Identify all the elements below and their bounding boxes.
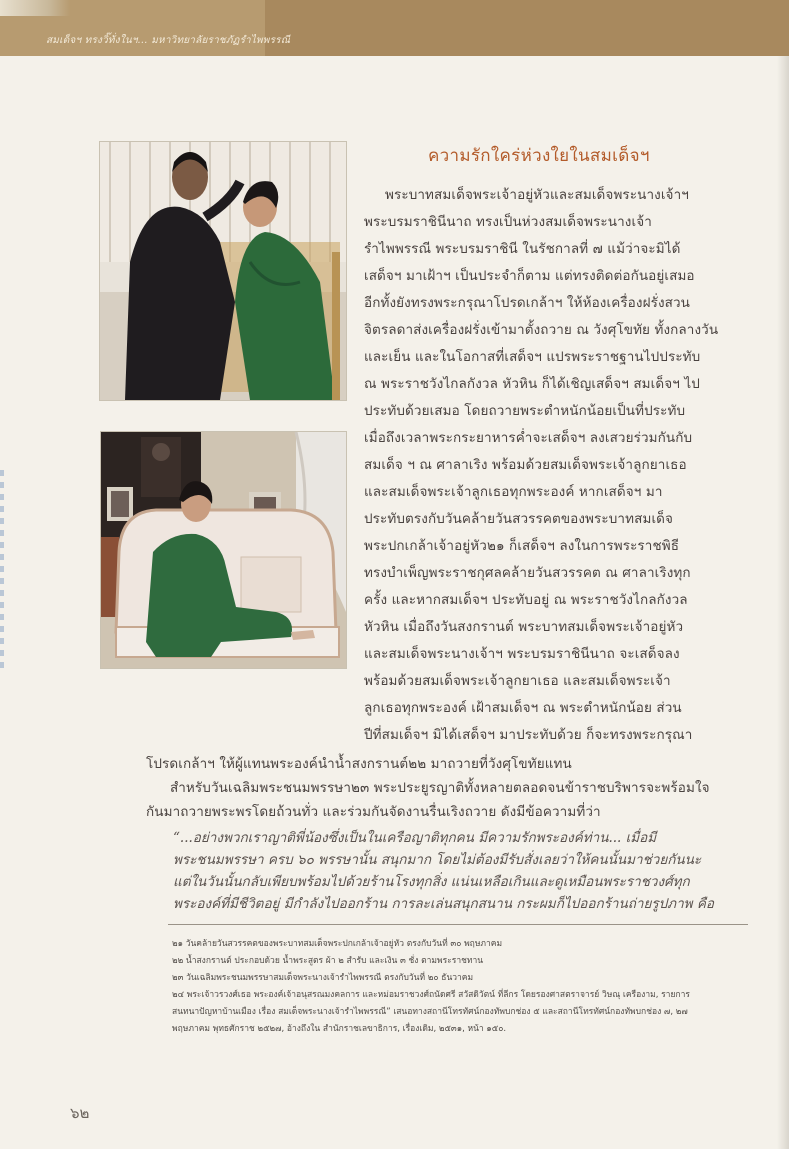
body-line-wide: โปรดเกล้าฯ ให้ผู้แทนพระองค์นำน้ำสงกรานต์๒๒ มาถวายที่วังศุโขทัยแทน [146,756,572,772]
body-line: จิตรลดาส่งเครื่องฝรั่งเข้ามาตั้งถวาย ณ วังศุโขทัย ทั้งกลางวัน [364,322,719,338]
body-line: พร้อมด้วยสมเด็จพระเจ้าลูกยาเธอ และสมเด็จพระเจ้า [364,673,671,689]
body-line: และเย็น และในโอกาสที่เสด็จฯ แปรพระราชฐานไปประทับ [364,349,701,365]
body-line: ปีที่สมเด็จฯ มิได้เสด็จฯ มาประทับด้วย ก็จะทรงพระกรุณา [364,727,693,743]
body-line: ณ พระราชวังไกลกังวล หัวหิน ก็ได้เชิญเสด็จฯ สมเด็จฯ ไป [364,376,700,392]
body-line-wide: สำหรับวันเฉลิมพระชนมพรรษา๒๓ พระประยูรญาติทั้งหลายตลอดจนข้าราชบริพารจะพร้อมใจ [170,780,710,796]
body-line: พระบาทสมเด็จพระเจ้าอยู่หัวและสมเด็จพระนางเจ้าฯ [385,187,689,203]
footnote: ๒๒ น้ำสงกรานต์ ประกอบด้วย น้ำพระสูตร ผ้า ๒ สำรับ และเงิน ๓ ชั่ง ตามพระราชทาน [172,956,484,966]
footnote-divider [168,924,748,925]
footnote: สนทนาปัญหาบ้านเมือง เรื่อง สมเด็จพระนางเจ้ารำไพพรรณี” เสนอทางสถานีโทรทัศน์กองทัพบกช่อง ๕ และสถานีโทรทัศน์กองทัพบกช่อง ๗, ๒๗ [172,1007,688,1017]
body-line: รำไพพรรณี พระบรมราชินี ในรัชกาลที่ ๗ แม้ว่าจะมิได้ [364,241,681,257]
body-line: สมเด็จ ฯ ณ ศาลาเริง พร้อมด้วยสมเด็จพระเจ้าลูกยาเธอ [364,457,687,473]
page-number: ๖๒ [70,1104,90,1122]
footnote: ๒๔ พระเจ้าวรวงศ์เธอ พระองค์เจ้าอนุสรณมงคลการ และหม่อมราชวงศ์ถนัดศรี สวัสดิวัตน์ ที่ลีกร โดยรองศาสตราจารย์ วิษณุ เครืองาม, รายการ [172,990,690,1000]
body-line: ประทับตรงกับวันคล้ายวันสวรรคตของพระบาทสมเด็จ [364,511,674,527]
quote-line: “...อย่างพวกเราญาติพี่น้องซึ่งเป็นในเครือญาติทุกคน มีความรักพระองค์ท่าน... เมื่อมี [173,830,657,846]
running-header: สมเด็จฯ ทรงวิ๊ทั่งในฯ... มหาวิทยาลัยราชภัฏรำไพพรรณี [46,35,291,46]
photo-queen-mother-on-sofa [100,431,347,669]
footnote: ๒๑ วันคล้ายวันสวรรคตของพระบาทสมเด็จพระปกเกล้าเจ้าอยู่หัว ตรงกับวันที่ ๓๐ พฤษภาคม [172,939,503,949]
body-line-wide: กันมาถวายพระพรโดยถ้วนทั่ว และร่วมกันจัดงานรื่นเริงถวาย ดังมีข้อความที่ว่า [146,804,601,820]
body-line: เมื่อถึงเวลาพระกระยาหารค่ำจะเสด็จฯ ลงเสวยร่วมกันกับ [364,430,693,446]
binding-edge-mark [0,470,4,670]
body-line: หัวหิน เมื่อถึงวันสงกรานต์ พระบาทสมเด็จพระเจ้าอยู่หัว [364,619,684,635]
section-title: ความรักใคร่ห่วงใยในสมเด็จฯ [428,146,650,166]
footnote: ๒๓ วันเฉลิมพระชนมพรรษาสมเด็จพระนางเจ้ารำไพพรรณี ตรงกับวันที่ ๒๐ ธันวาคม [172,973,474,983]
body-line: อีกทั้งยังทรงพระกรุณาโปรดเกล้าฯ ให้ห้องเครื่องฝรั่งสวน [364,295,690,311]
body-line: ทรงบำเพ็ญพระราชกุศลคล้ายวันสวรรคต ณ ศาลาเริงทุก [364,565,691,581]
quote-line: พระชนมพรรษา ครบ ๖๐ พรรษานั้น สนุกมาก โดยไม่ต้องมีรับสั่งเลยว่าให้คนนั้นมาช่วยกันนะ [173,852,702,868]
body-line: ครั้ง และหากสมเด็จฯ ประทับอยู่ ณ พระราชวังไกลกังวล [364,592,688,608]
body-line: และสมเด็จพระนางเจ้าฯ พระบรมราชินีนาถ จะเสด็จลง [364,646,680,662]
body-line: ลูกเธอทุกพระองค์ เฝ้าสมเด็จฯ ณ พระตำหนักน้อย ส่วน [364,700,682,716]
body-line: เสด็จฯ มาเฝ้าฯ เป็นประจำก็ตาม แต่ทรงติดต่อกันอยู่เสมอ [364,268,695,284]
body-line: พระบรมราชินีนาถ ทรงเป็นห่วงสมเด็จพระนางเจ้า [364,214,652,230]
body-line: ประทับด้วยเสมอ โดยถวายพระตำหนักน้อยเป็นที่ประทับ [364,403,686,419]
quote-line: พระองค์ที่มีชีวิตอยู่ มีกำลังไปออกร้าน การละเล่นสนุกสนาน กระผมก็ไปออกร้านถ่ายรูปภาพ คือ [173,896,714,912]
header-corner-decoration [0,0,70,16]
body-line: พระปกเกล้าเจ้าอยู่หัว๒๑ ก็เสด็จฯ ลงในการพระราชพิธี [364,538,680,554]
footnote: พฤษภาคม พุทธศักราช ๒๕๒๗, อ้างถึงใน สำนักราชเลขาธิการ, เรื่องเดิม, ๒๕๓๑, หน้า ๑๕๐. [172,1024,507,1034]
photo-king-and-queen-mother [99,141,347,401]
body-line: และสมเด็จพระเจ้าลูกเธอทุกพระองค์ หากเสด็จฯ มา [364,484,663,500]
page-edge-shadow [777,56,789,1149]
quote-line: แต่ในวันนั้นกลับเพียบพร้อมไปด้วยร้านโรงทุกสิ่ง แน่นเหลือเกินและดูเหมือนพระราชวงศ์ทุก [173,874,690,890]
